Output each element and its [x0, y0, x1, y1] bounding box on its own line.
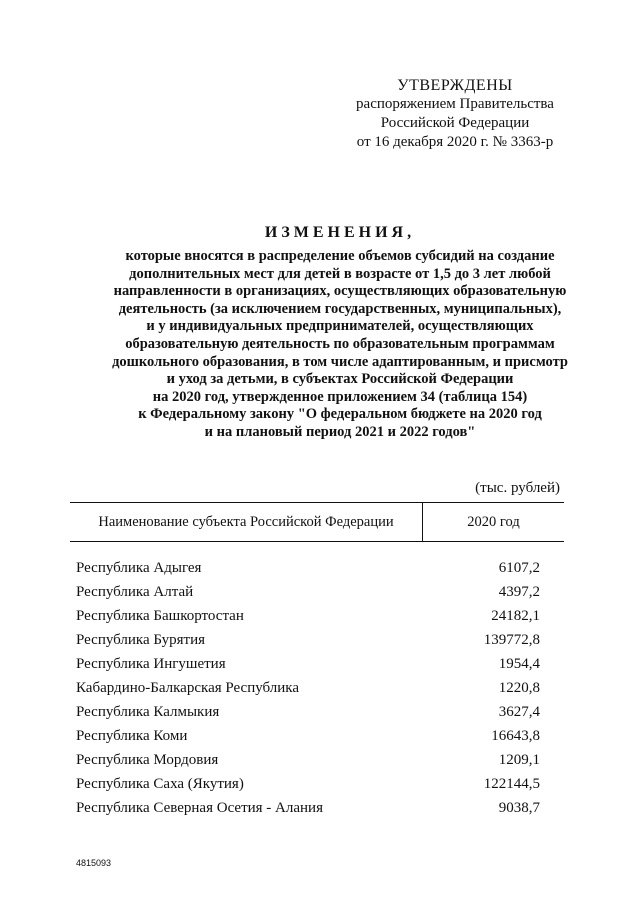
document-code: 4815093 [76, 858, 112, 868]
table-row [70, 652, 564, 676]
header-region-name: Наименование субъекта Российской Федерации [70, 503, 423, 541]
table-row [70, 676, 564, 700]
region-value: 16643,8 [491, 727, 540, 744]
approval-block [330, 76, 580, 152]
region-name: Республика Коми [76, 727, 188, 744]
header-year: 2020 год [467, 513, 520, 530]
approval-line: распоряжением Правительства [356, 96, 554, 112]
region-name: Республика Ингушетия [76, 655, 226, 672]
region-value: 1220,8 [498, 679, 540, 696]
table-row [70, 700, 564, 724]
table-row [70, 628, 564, 652]
document-heading [40, 224, 640, 442]
region-name: Кабардино-Балкарская Республика [76, 679, 300, 696]
approval-date-line: от 16 декабря 2020 г. № 3363-р [356, 134, 554, 150]
table-row [70, 580, 564, 604]
region-name: Республика Адыгея [76, 559, 202, 576]
subsidy-table [70, 502, 564, 820]
region-name: Республика Мордовия [76, 751, 219, 768]
region-name: Республика Северная Осетия - Алания [76, 799, 323, 816]
region-value: 1954,4 [498, 655, 540, 672]
region-value: 9038,7 [498, 799, 540, 816]
region-name: Республика Калмыкия [76, 703, 220, 720]
heading-line: к Федеральному закону "О федеральном бюджете на 2020 год [138, 406, 542, 423]
table-row [70, 748, 564, 772]
heading-line: которые вносятся в распределение объемов субсидий на создание [125, 248, 555, 264]
region-name: Республика Башкортостан [76, 607, 244, 624]
table-header [70, 502, 564, 542]
region-value: 3627,4 [498, 703, 540, 720]
table-row [70, 724, 564, 748]
region-value: 6107,2 [498, 559, 540, 576]
heading-line: на 2020 год, утвержденное приложением 34 (таблица 154) [152, 388, 528, 405]
table-row [70, 772, 564, 796]
region-value: 4397,2 [498, 583, 540, 600]
region-value: 122144,5 [483, 775, 540, 792]
heading-line: и уход за детьми, в субъектах Российской Федерации [166, 371, 514, 388]
region-name: Республика Саха (Якутия) [76, 775, 244, 792]
approval-title: УТВЕРЖДЕНЫ [397, 77, 513, 94]
approval-line: Российской Федерации [380, 115, 530, 131]
heading-line: дополнительных мест для детей в возрасте от 1,5 до 3 лет любой [129, 265, 551, 282]
region-name: Республика Алтай [76, 583, 194, 600]
units-label: (тыс. рублей) [475, 480, 560, 496]
heading-line: направленности в организациях, осуществляющих образовательную [113, 283, 567, 300]
heading-line: и на плановый период 2021 и 2022 годов" [204, 423, 476, 440]
table-row [70, 604, 564, 628]
heading-line: образовательную деятельность по образовательным программам [125, 335, 555, 352]
heading-line: деятельность (за исключением государственных, муниципальных), [118, 300, 562, 317]
region-value: 1209,1 [498, 751, 540, 768]
heading-line: дошкольного образования, в том числе адаптированным, и присмотр [112, 353, 568, 370]
table-row [70, 796, 564, 820]
heading-line: и у индивидуальных предпринимателей, осуществляющих [146, 318, 534, 335]
table-row [70, 556, 564, 580]
table-body [70, 556, 564, 820]
region-value: 24182,1 [491, 607, 540, 624]
heading-title: ИЗМЕНЕНИЯ, [264, 224, 416, 241]
region-value: 139772,8 [483, 631, 540, 648]
region-name: Республика Бурятия [76, 631, 206, 648]
